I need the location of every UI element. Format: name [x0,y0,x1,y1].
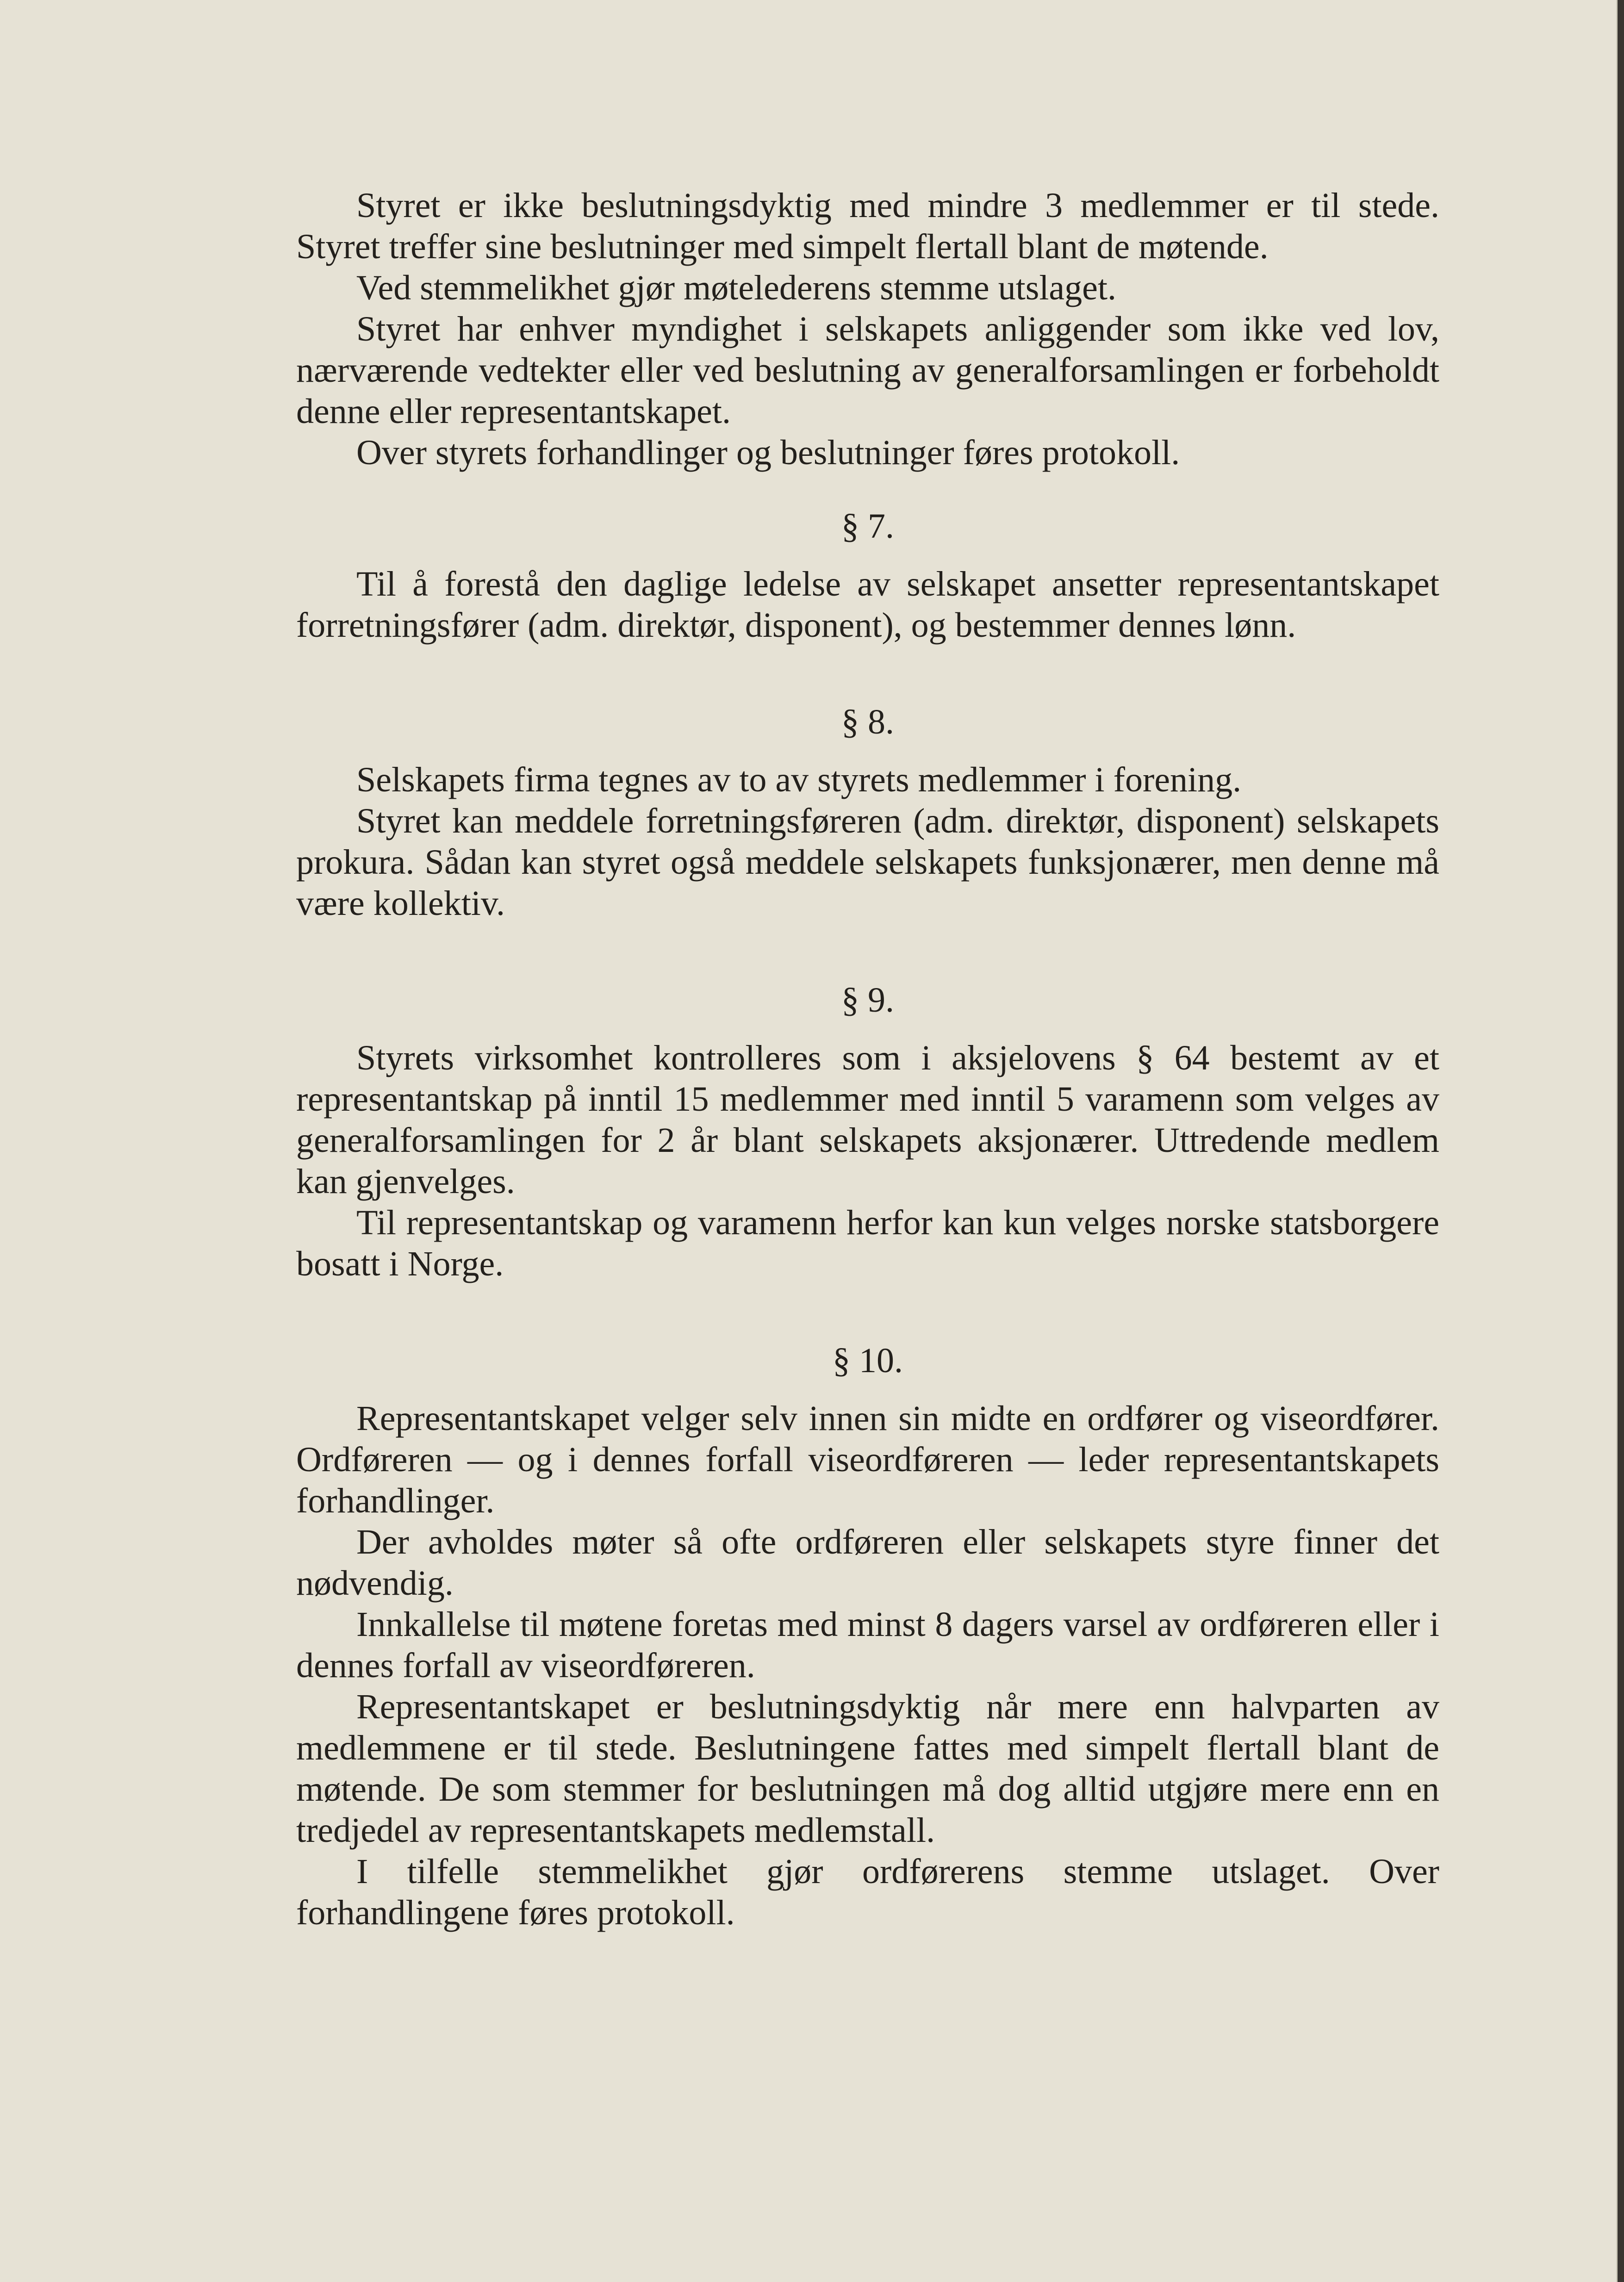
section-10-paragraph: Representantskapet velger selv innen sin midte en ordfører og viseordfører. Ordføreren — og i dennes forfall viseordføreren — leder representantskapets forhandlinger. [296,1399,1439,1520]
intro-paragraph: Over styrets forhandlinger og beslutninger føres protokoll. [356,433,1180,472]
intro-paragraph: Styret har enhver myndighet i selskapets anliggender som ikke ved lov, nærværende vedtekter eller ved beslutning av generalforsamlingen er forbeholdt denne eller representantskapet. [296,310,1439,431]
section-heading-9: § 9. [841,981,894,1020]
section-8-paragraph: Styret kan meddele forretningsføreren (adm. direktør, disponent) selskapets prokura. Sådan kan styret også meddele selskapets funksjonærer, men denne må være kollektiv. [296,802,1439,923]
section-10-paragraph: Innkallelse til møtene foretas med minst 8 dagers varsel av ordføreren eller i dennes forfall av viseordføreren. [296,1605,1439,1685]
section-10-paragraph: Der avholdes møter så ofte ordføreren eller selskapets styre finner det nødvendig. [296,1523,1439,1603]
section-7-paragraph: Til å forestå den daglige ledelse av selskapet ansetter representantskapet forretningsfører (adm. direktør, disponent), og bestemmer dennes lønn. [296,565,1439,645]
intro-paragraph: Styret er ikke beslutningsdyktig med mindre 3 medlemmer er til stede. Styret treffer sine beslutninger med simpelt flertall blant de møtende. [296,186,1439,266]
document-body [296,185,1439,1934]
section-9-paragraph: Til representantskap og varamenn herfor kan kun velges norske statsborgere bosatt i Norge. [296,1203,1439,1283]
intro-paragraph: Ved stemmelikhet gjør møtelederens stemme utslaget. [356,268,1117,307]
section-10-paragraph: Representantskapet er beslutningsdyktig når mere enn halvparten av medlemmene er til stede. Beslutningene fattes med simpelt flertall blant de møtende. De som stemmer for beslutningen må dog alltid utgjøre mere enn en tredjedel av representantskapets medlemstall. [296,1687,1439,1850]
section-9-paragraph: Styrets virksomhet kontrolleres som i aksjelovens § 64 bestemt av et representantskap på inntil 15 medlemmer med inntil 5 varamenn som velges av generalforsamlingen for 2 år blant selskapets aksjonærer. Uttredende medlem kan gjenvelges. [296,1038,1439,1201]
section-10-paragraph: I tilfelle stemmelikhet gjør ordførerens stemme utslaget. Over forhandlingene føres protokoll. [296,1852,1439,1932]
section-heading-10: § 10. [833,1341,903,1380]
section-heading-8: § 8. [841,703,894,741]
scan-edge-shadow [1616,0,1618,2282]
scan-page-edge [1618,0,1624,2282]
section-heading-7: § 7. [841,507,894,546]
section-8-paragraph: Selskapets firma tegnes av to av styrets medlemmer i forening. [356,760,1242,799]
